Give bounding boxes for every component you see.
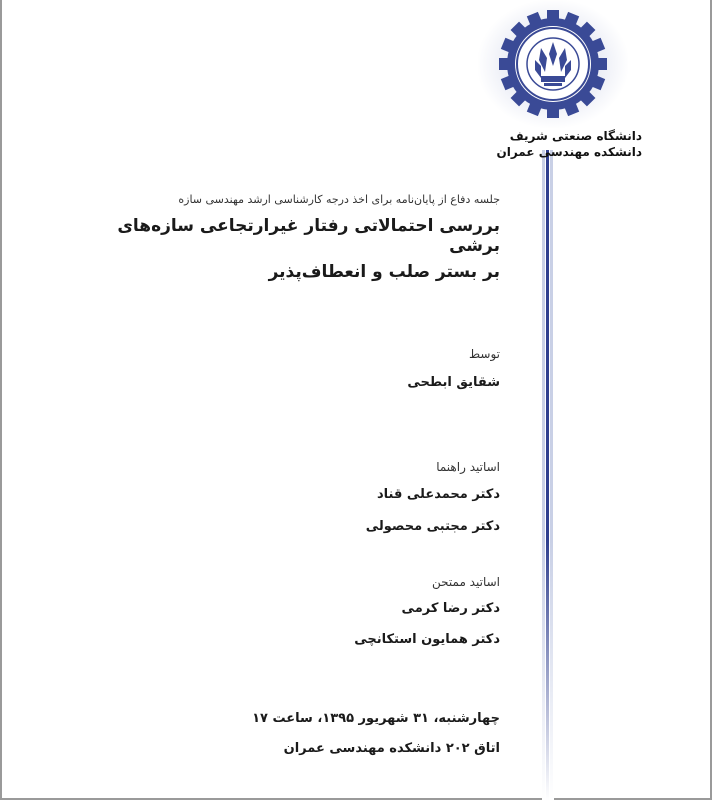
gear-tooth [499,58,513,70]
event-location: اتاق ۲۰۲ دانشکده مهندسی عمران [283,741,500,756]
defense-subtitle: جلسه دفاع از پایان‌نامه برای اخذ درجه کارشناسی ارشد مهندسی سازه [178,193,500,206]
university-name: دانشگاه صنعتی شریف [509,129,642,143]
advisor-name: دکتر محمدعلی قناد [376,487,500,502]
examiner-name: دکتر رضا کرمی [401,601,500,616]
examiner-name: دکتر همایون استکانچی [354,632,500,647]
university-name-block [442,128,642,160]
author-label: توسط [469,347,500,361]
advisor-name: دکتر مجتبی محصولی [365,519,500,534]
advisors-label: اساتید راهنما [436,460,500,474]
thesis-title-line-2: بر بستر صلب و انعطاف‌پذیر [268,262,500,282]
gear-tooth [593,58,607,70]
gear-tooth [547,104,559,118]
decorative-vertical-rule [542,150,554,800]
gear-tooth [547,10,559,24]
event-datetime: چهارشنبه، ۳۱ شهریور ۱۳۹۵، ساعت ۱۷ [252,711,500,726]
faculty-name: دانشکده مهندسی عمران [496,145,642,159]
examiners-label: اساتید ممتحن [432,575,500,589]
author-name: شقایق ابطحی [407,375,500,390]
thesis-title-line-1: بررسی احتمالاتی رفتار غیرارتجاعی سازه‌های برشی [117,216,500,256]
university-logo-icon [497,8,609,120]
